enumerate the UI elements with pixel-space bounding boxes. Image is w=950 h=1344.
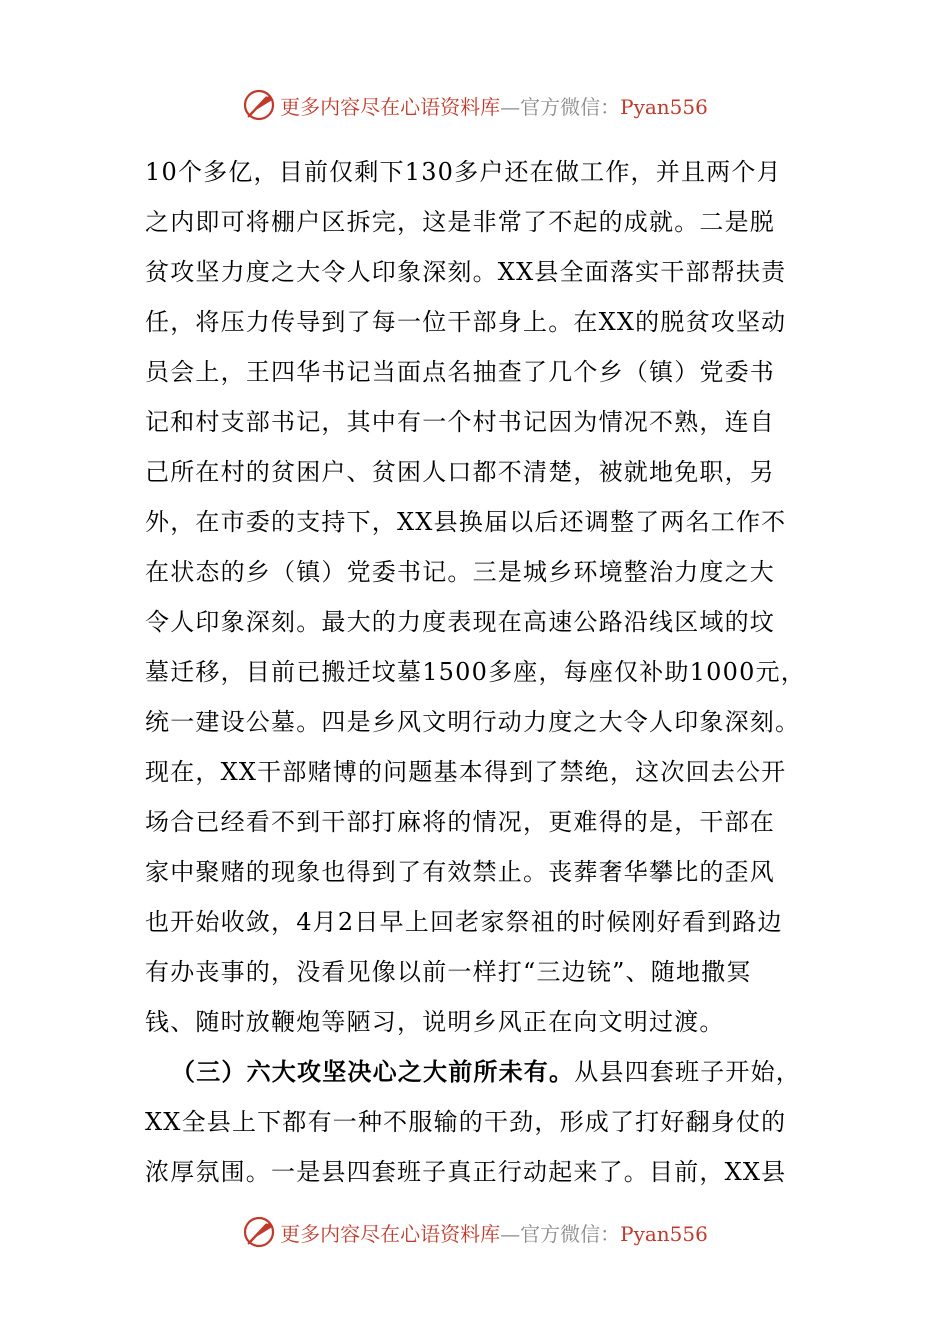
text-line: 统一建设公墓。四是乡风文明行动力度之大令人印象深刻。 xyxy=(145,708,801,736)
section-heading: （三）六大攻坚决心之大前所未有。 xyxy=(171,1057,575,1086)
footer-banner xyxy=(0,1212,950,1252)
banner-separator: — xyxy=(500,1221,521,1246)
quill-logo-icon xyxy=(242,1215,276,1249)
section-heading-line xyxy=(145,1047,805,1097)
text-line: 浓厚氛围。一是县四套班子真正行动起来了。目前，XX县 xyxy=(145,1158,787,1186)
text-line: 也开始收敛，4月2日早上回老家祭祖的时候刚好看到路边 xyxy=(145,908,783,936)
text-line: 现在，XX干部赌博的问题基本得到了禁绝，这次回去公开 xyxy=(145,758,787,786)
text-line: 有办丧事的，没看见像以前一样打“三边铳”、随地撒冥 xyxy=(145,958,752,986)
text-line: XX全县上下都有一种不服输的干劲，形成了打好翻身仗的 xyxy=(145,1108,787,1136)
text-line: 记和村支部书记，其中有一个村书记因为情况不熟，连自 xyxy=(145,408,775,436)
text-line: 员会上，王四华书记当面点名抽查了几个乡（镇）党委书 xyxy=(145,358,775,386)
text-line: 之内即可将棚户区拆完，这是非常了不起的成就。二是脱 xyxy=(145,208,775,236)
section-heading-rest: 从县四套班子开始， xyxy=(574,1058,802,1086)
quill-logo-icon xyxy=(242,88,276,122)
text-line: 令人印象深刻。最大的力度表现在高速公路沿线区域的坟 xyxy=(145,608,775,636)
text-line: 墓迁移，目前已搬迁坟墓1500多座，每座仅补助1000元， xyxy=(145,658,806,686)
banner-wechat-id: Pyan556 xyxy=(620,1221,708,1246)
text-line: 外，在市委的支持下，XX县换届以后还调整了两名工作不 xyxy=(145,508,787,536)
text-line: 家中聚赌的现象也得到了有效禁止。丧葬奢华攀比的歪风 xyxy=(145,858,775,886)
text-line: 10个多亿，目前仅剩下130多户还在做工作，并且两个月 xyxy=(145,158,782,186)
banner-main-text: 更多内容尽在心语资料库 xyxy=(280,1221,501,1246)
banner-separator: — xyxy=(500,94,521,119)
banner-text xyxy=(280,1218,708,1247)
banner-text xyxy=(280,91,708,120)
document-body xyxy=(145,147,805,1197)
banner-wechat-id: Pyan556 xyxy=(620,94,708,119)
text-line: 在状态的乡（镇）党委书记。三是城乡环境整治力度之大 xyxy=(145,558,775,586)
text-line: 场合已经看不到干部打麻将的情况，更难得的是，干部在 xyxy=(145,808,775,836)
text-line: 贫攻坚力度之大令人印象深刻。XX县全面落实干部帮扶责 xyxy=(145,258,787,286)
text-line: 任，将压力传导到了每一位干部身上。在XX的脱贫攻坚动 xyxy=(145,308,787,336)
banner-official-label: 官方微信： xyxy=(520,94,621,119)
banner-main-text: 更多内容尽在心语资料库 xyxy=(280,94,501,119)
text-line: 己所在村的贫困户、贫困人口都不清楚，被就地免职，另 xyxy=(145,458,775,486)
banner-official-label: 官方微信： xyxy=(520,1221,621,1246)
header-banner xyxy=(0,85,950,125)
text-line: 钱、随时放鞭炮等陋习，说明乡风正在向文明过渡。 xyxy=(145,1008,725,1036)
